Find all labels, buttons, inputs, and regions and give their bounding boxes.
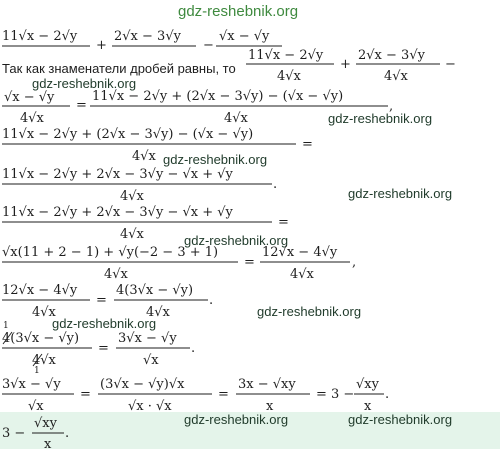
fraction-numerator: 11√x − 2√y	[2, 29, 78, 44]
punctuation: ,	[389, 99, 394, 114]
math-line-10	[2, 377, 389, 414]
watermark: gdz-reshebnik.org	[257, 304, 362, 319]
math-line-8	[2, 283, 213, 320]
operator: +	[96, 38, 107, 53]
cancel-factor: 1	[34, 366, 40, 376]
watermark: gdz-reshebnik.org	[163, 152, 268, 167]
punctuation: .	[65, 426, 70, 441]
fraction-numerator: 4(3√x − √y)	[116, 283, 194, 298]
fraction-numerator: 11√x − 2√y + 2√x − 3√y − √x + √y	[2, 167, 233, 182]
operator: =	[80, 387, 91, 402]
fraction-denominator: 4√x	[20, 111, 44, 126]
operator: =	[244, 255, 255, 270]
fraction-denominator: 4√x	[224, 111, 248, 126]
fraction-denominator: 4√x	[120, 227, 144, 242]
operator: =	[278, 215, 289, 230]
fraction-denominator: 4√x	[290, 267, 314, 282]
answer-lead: 3 −	[2, 426, 26, 441]
fraction-denominator: 4√x	[120, 189, 144, 204]
fraction-denominator: x	[44, 437, 52, 449]
watermark: gdz-reshebnik.org	[184, 233, 289, 248]
fraction-numerator: 4(3√x − √y)	[2, 331, 80, 346]
fraction-numerator: √xy	[34, 416, 57, 431]
fraction-numerator: √x(11 + 2 − 1) + √y(−2 − 3 + 1)	[2, 245, 219, 260]
fraction-numerator: 3√x − √y	[118, 331, 177, 346]
watermark: gdz-reshebnik.org	[348, 186, 453, 201]
math-line-4	[2, 127, 313, 167]
operator: −	[445, 57, 456, 72]
math-line-7	[2, 245, 356, 282]
fraction-numerator: √xy	[356, 377, 379, 392]
watermark-top: gdz-reshebnik.org	[178, 3, 299, 20]
math-line-5	[2, 167, 277, 204]
punctuation: .	[191, 341, 196, 356]
fraction-numerator: 11√x − 2√y + (2√x − 3√y) − (√x − √y)	[2, 127, 254, 142]
cancel-factor: 1	[3, 321, 9, 331]
math-line-2	[246, 48, 456, 84]
fraction-denominator: √x	[143, 353, 159, 368]
math-line-1	[2, 29, 282, 53]
watermark: gdz-reshebnik.org	[348, 412, 453, 427]
fraction-numerator: 11√x − 2√y + 2√x − 3√y − √x + √y	[2, 205, 233, 220]
fraction-denominator: x	[364, 399, 372, 414]
math-line-3	[2, 89, 393, 126]
fraction-denominator: 4√x	[384, 69, 408, 84]
fraction-denominator: 4√x	[104, 267, 128, 282]
punctuation: .	[273, 177, 278, 192]
fraction-numerator: (3√x − √y)√x	[100, 377, 185, 392]
fraction-numerator: 3√x − √y	[2, 377, 61, 392]
watermark: gdz-reshebnik.org	[328, 111, 433, 126]
punctuation: .	[385, 387, 390, 402]
fraction-numerator: 3x − √xy	[238, 377, 296, 392]
fraction-denominator: 4√x	[32, 353, 56, 368]
operator: =	[218, 387, 229, 402]
math-line-answer	[2, 416, 69, 449]
fraction-numerator: 2√x − 3√y	[358, 48, 425, 63]
operator: =	[302, 137, 313, 152]
watermark: gdz-reshebnik.org	[32, 76, 137, 91]
fraction-numerator: 12√x − 4√y	[262, 245, 338, 260]
operator: = 3 −	[316, 387, 355, 402]
operator: −	[203, 38, 214, 53]
operator: =	[96, 293, 107, 308]
fraction-denominator: √x	[28, 399, 44, 414]
fraction-denominator: 4√x	[132, 149, 156, 164]
fraction-denominator: √x · √x	[128, 399, 172, 414]
math-line-6	[2, 205, 289, 242]
watermark: gdz-reshebnik.org	[52, 316, 157, 331]
fraction-denominator: 4√x	[32, 305, 56, 320]
fraction-numerator: 2√x − 3√y	[114, 29, 181, 44]
fraction-numerator: √x − √y	[219, 29, 270, 44]
fraction-denominator: 4√x	[146, 305, 170, 320]
math-line-9	[2, 321, 195, 376]
fraction-numerator: 11√x − 2√y + (2√x − 3√y) − (√x − √y)	[92, 89, 344, 104]
fraction-denominator: 4√x	[277, 69, 301, 84]
fraction-numerator: √x − √y	[4, 90, 55, 105]
fraction-numerator: 11√x − 2√y	[248, 48, 324, 63]
operator: +	[340, 57, 351, 72]
operator: =	[98, 341, 109, 356]
watermark: gdz-reshebnik.org	[184, 412, 289, 427]
punctuation: ,	[352, 255, 357, 270]
operator: =	[76, 98, 87, 113]
fraction-numerator: 12√x − 4√y	[2, 283, 78, 298]
fraction-denominator: x	[266, 399, 274, 414]
since-text: Так как знаменатели дробей равны, то	[2, 61, 236, 76]
punctuation: .	[209, 293, 214, 308]
